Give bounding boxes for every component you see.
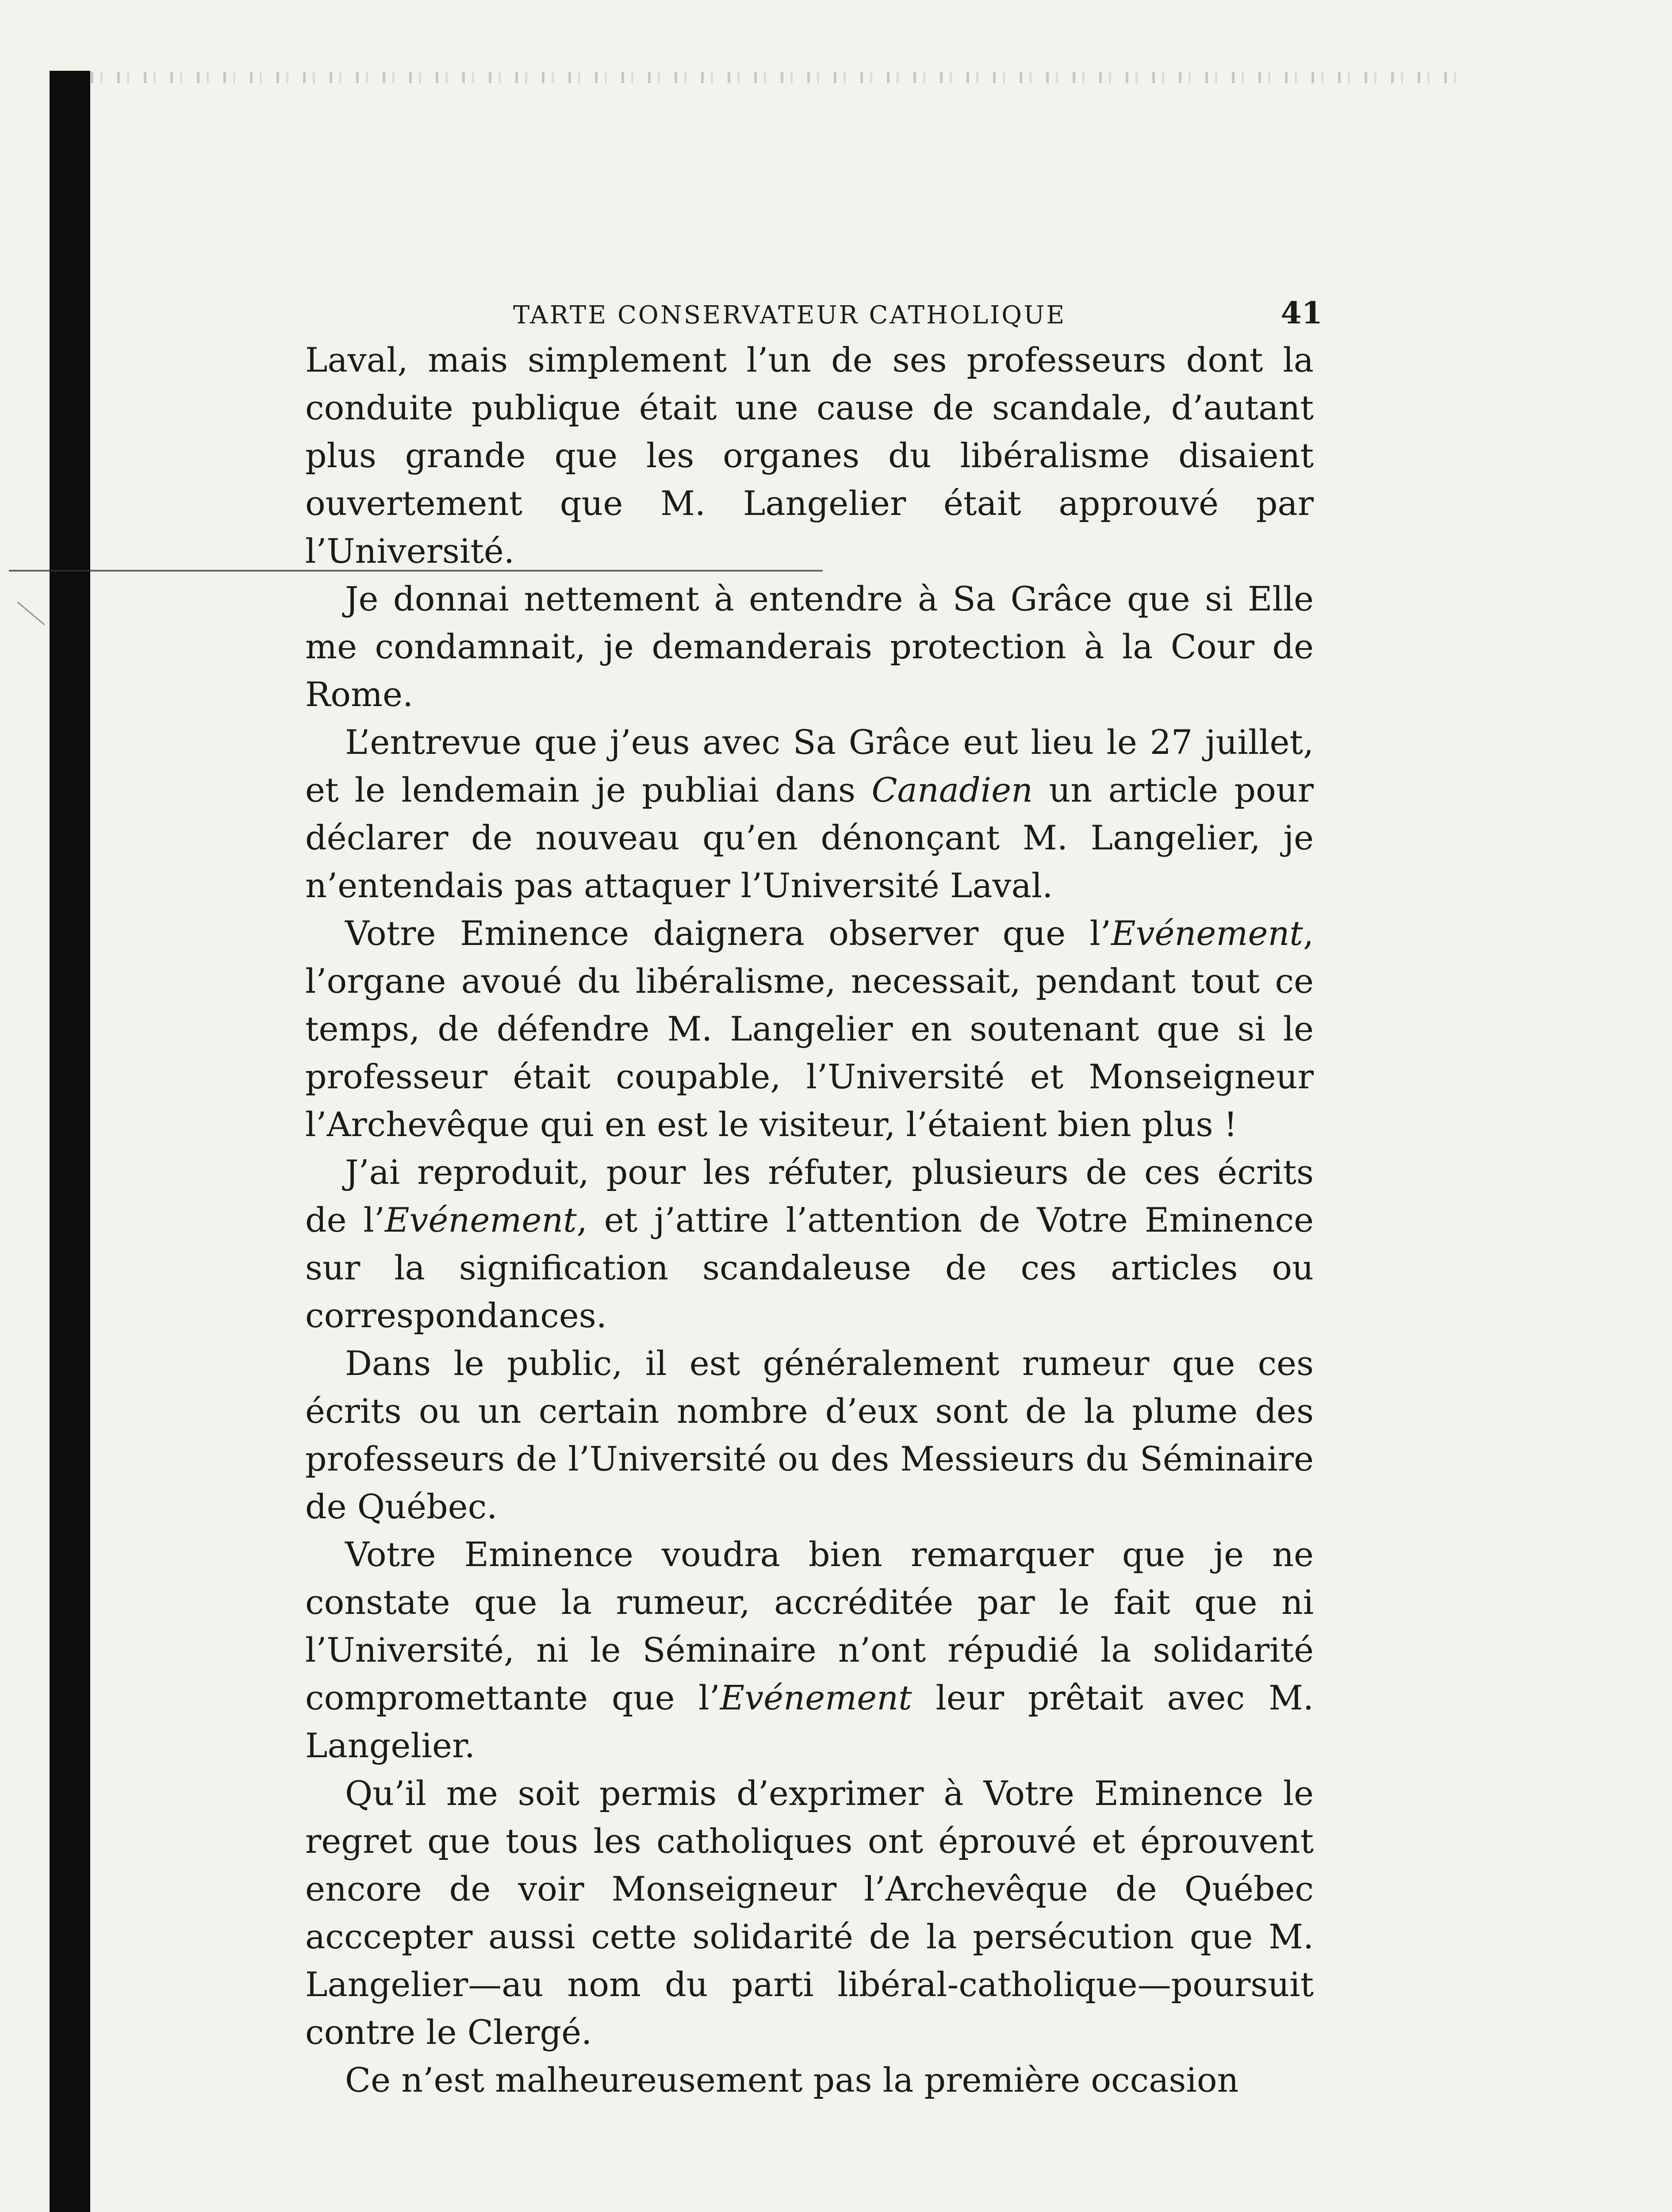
paragraph-5-italic-title: Evénement: [384, 1200, 577, 1240]
paragraph-8: Qu’il me soit permis d’exprimer à Votre Eminence le regret que tous les catholiques ont éprouvé et éprouvent encore de voir Monseigneur l’Archevêque de Québec acccepter aussi cette solidarité de la persécution que M. Langelier—au nom du parti libéral-catholique—poursuit contre le Clergé.: [305, 1774, 1314, 2052]
book-page: [305, 288, 1323, 2104]
paragraph-7-text-b: leur prêtait avec M. Langelier.: [305, 1678, 1314, 1765]
paragraph-4: [305, 910, 1314, 1148]
page-number: 41: [1281, 296, 1323, 331]
paragraph-7-text-a: Votre Eminence voudra bien remarquer que je ne constate que la rumeur, accréditée par le fait que ni l’Université, ni le Séminaire n’ont répudié la solidarité compromettante que l’: [305, 1535, 1314, 1717]
scan-top-noise: [91, 72, 1462, 83]
paragraph-7: [305, 1531, 1314, 1770]
paragraph-7-italic-title: Evénement: [720, 1678, 912, 1717]
scan-margin-mark: [17, 602, 45, 626]
paragraph-1: Laval, mais simplement l’un de ses professeurs dont la conduite publique était une cause de scandale, d’autant plus grande que les organes du libéralisme disaient ouvertement que M. Langelier était approuvé par l’Université.: [305, 340, 1314, 571]
paragraph-3: [305, 718, 1314, 910]
paragraph-2: Je donnai nettement à entendre à Sa Grâce que si Elle me condamnait, je demanderais protection à la Cour de Rome.: [305, 579, 1314, 714]
running-head-title: TARTE CONSERVATEUR CATHOLIQUE: [513, 301, 1066, 330]
paragraph-9: Ce n’est malheureusement pas la première occasion: [345, 2060, 1239, 2100]
paragraph-3-text-a: L’entrevue que j’eus avec Sa Grâce eut lieu le 27 juillet, et le lendemain je publiai dans: [305, 722, 1314, 810]
paragraph-4-italic-title: Evénement: [1111, 914, 1303, 953]
paragraph-5-text-b: , et j’attire l’attention de Votre Eminence sur la signification scandaleuse de ces articles ou correspondances.: [305, 1200, 1314, 1335]
paragraph-3-text-b: un article pour déclarer de nouveau qu’en dénonçant M. Langelier, je n’entendais pas attaquer l’Université Laval.: [305, 770, 1314, 905]
paragraph-5: [305, 1148, 1314, 1340]
running-head: [305, 288, 1323, 336]
paragraph-3-italic-title: Canadien: [871, 770, 1033, 810]
paragraph-4-text-b: , l’organe avoué du libéralisme, necessait, pendant tout ce temps, de défendre M. Langelier en soutenant que si le professeur était coupable, l’Université et Monseigneur l’Archevêque qui en est le visiteur, l’étaient bien plus !: [305, 914, 1314, 1144]
paragraph-5-text-a: J’ai reproduit, pour les réfuter, plusieurs de ces écrits de l’: [305, 1152, 1314, 1240]
paragraph-4-text-a: Votre Eminence daignera observer que l’: [345, 914, 1111, 953]
paragraph-6: Dans le public, il est généralement rumeur que ces écrits ou un certain nombre d’eux sont de la plume des professeurs de l’Université ou des Messieurs du Séminaire de Québec.: [305, 1344, 1314, 1526]
scan-binding-edge: [50, 71, 90, 2212]
